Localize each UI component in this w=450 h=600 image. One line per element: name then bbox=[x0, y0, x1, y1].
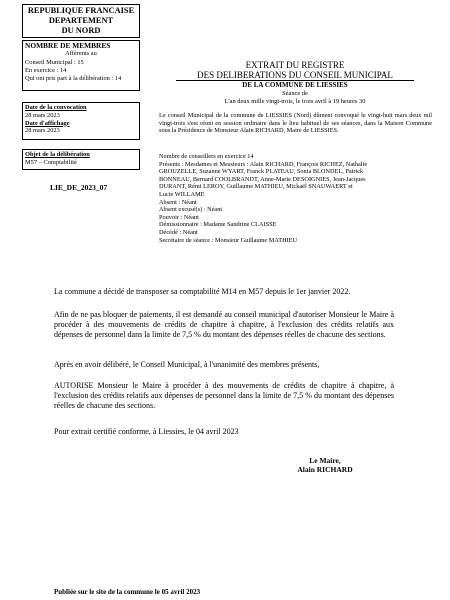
members-affectes: Afférents au bbox=[65, 50, 97, 58]
dates-box bbox=[22, 102, 140, 140]
session-line: Pouvoir : Néant bbox=[159, 213, 199, 221]
members-vote: Qui ont pris part à la délibération : 14 bbox=[25, 75, 122, 83]
signature-title: Le Maire, bbox=[309, 456, 341, 465]
members-title: NOMBRE DE MEMBRES bbox=[25, 41, 111, 50]
session-line: Secrétaire de séance : Monsieur Guillaume MATHIEU bbox=[159, 236, 298, 244]
body-paragraph-3: Après en avoir délibéré, le Conseil Municipal, à l'unanimité des membres présents, bbox=[54, 360, 320, 369]
members-conseil: Conseil Municipal : 15 bbox=[25, 58, 84, 66]
body-paragraph-4: AUTORISE Monsieur le Maire à procéder à des mouvements de crédits de chapitre à chapitre, à l'exclusion des crédits relatifs aux dépenses de personnel dans la limite de 7,5 % du montant des dépenses réelles de chacune des sections. bbox=[54, 381, 394, 410]
header-line-4: Séance de bbox=[282, 90, 308, 97]
deliberation-reference: LIE_DE_2023_07 bbox=[50, 183, 108, 192]
body-paragraph-2: Afin de ne pas bloquer de paiements, il est demandé au conseil municipal d'autoriser Monsieur le Maire à procéder à des mouvements de crédits de chapitre à chapitre, à l'exclusion des crédits relatifs aux dépenses de personnel dans la limite de 7,5 % du montant des dépenses réelles de chacune des sections. bbox=[54, 310, 394, 339]
session-line: Présents : Mesdames et Messieurs : Alain RICHARD, François RICHEZ, Nathalie bbox=[159, 160, 368, 168]
objet-value: M57 – Comptabilité bbox=[25, 158, 77, 166]
date-convocation: 28 mars 2023 bbox=[25, 111, 60, 119]
session-line: Lucie WILLAME bbox=[159, 190, 205, 198]
session-intro: Le conseil Municipal de la commune de LIESSIES (Nord) dûment convoqué le vingt-huit mars deux mil vingt-trois s'est réuni en session ordinaire dans le lieu habituel de ses séances, dans la Maison Commune sous la Présidence de Monsieur Alain RICHARD, Maire de LIESSIES. bbox=[159, 112, 432, 135]
signature-block bbox=[270, 456, 380, 474]
session-line: Démissionnaire : Madame Sandrine CLAISSE bbox=[159, 221, 277, 229]
session-line: DURANT, Rémi LEROY, Guillaume MATHIEU, Mickaël SNAUWAERT et bbox=[159, 183, 353, 191]
objet-label: Objet de la délibération bbox=[25, 151, 90, 158]
header-line-5: L'an deux mille vingt-trois, le trois avril à 19 heures 30 bbox=[224, 98, 366, 105]
date-convocation-label: Date de la convocation bbox=[25, 104, 87, 111]
header-line-3: DE LA COMMUNE DE LIESSIES bbox=[242, 81, 348, 89]
header-line-1: EXTRAIT DU REGISTRE bbox=[245, 60, 345, 70]
session-line: GROUZELLE, Suzanne WYART, Franck PLATEAU, Sonia BLONDEL, Patrick bbox=[159, 168, 364, 176]
session-line: BONNEAU, Bernard COOLBRANDT, Anne-Marie DESOIGNIES, Jean-Jacques bbox=[159, 175, 366, 183]
date-affichage: 28 mars 2023 bbox=[25, 127, 60, 135]
publication-footer: Publiée sur le site de la commune le 05 avril 2023 bbox=[54, 588, 201, 596]
body-paragraph-5: Pour extrait certifié conforme, à Liessies, le 04 avril 2023 bbox=[54, 427, 239, 436]
session-line: Décédé : Néant bbox=[159, 228, 198, 236]
members-box bbox=[22, 40, 140, 91]
republic-box bbox=[22, 4, 140, 38]
body-paragraph-1: La commune a décidé de transposer sa comptabilité M14 en M57 depuis le 1er janvier 2022. bbox=[54, 287, 351, 296]
session-line: Absent : Néant bbox=[159, 198, 197, 206]
signature-name: Alain RICHARD bbox=[297, 465, 353, 474]
objet-box bbox=[22, 149, 140, 170]
republic-line-2: DEPARTEMENT bbox=[48, 16, 114, 25]
session-line: Nombre de conseillers en exercice 14 bbox=[159, 153, 254, 160]
republic-line-3: DU NORD bbox=[61, 26, 101, 35]
session-lines bbox=[159, 153, 432, 244]
session-line: Absent excusé(s) : Néant bbox=[159, 206, 223, 214]
republic-line-1: REPUBLIQUE FRANCAISE bbox=[27, 6, 135, 15]
date-affichage-label: Date d'affichage bbox=[25, 119, 70, 127]
members-exercice: En exercice : 14 bbox=[25, 66, 67, 74]
header-line-2: DES DELIBERATIONS DU CONSEIL MUNICIPAL bbox=[197, 70, 393, 80]
